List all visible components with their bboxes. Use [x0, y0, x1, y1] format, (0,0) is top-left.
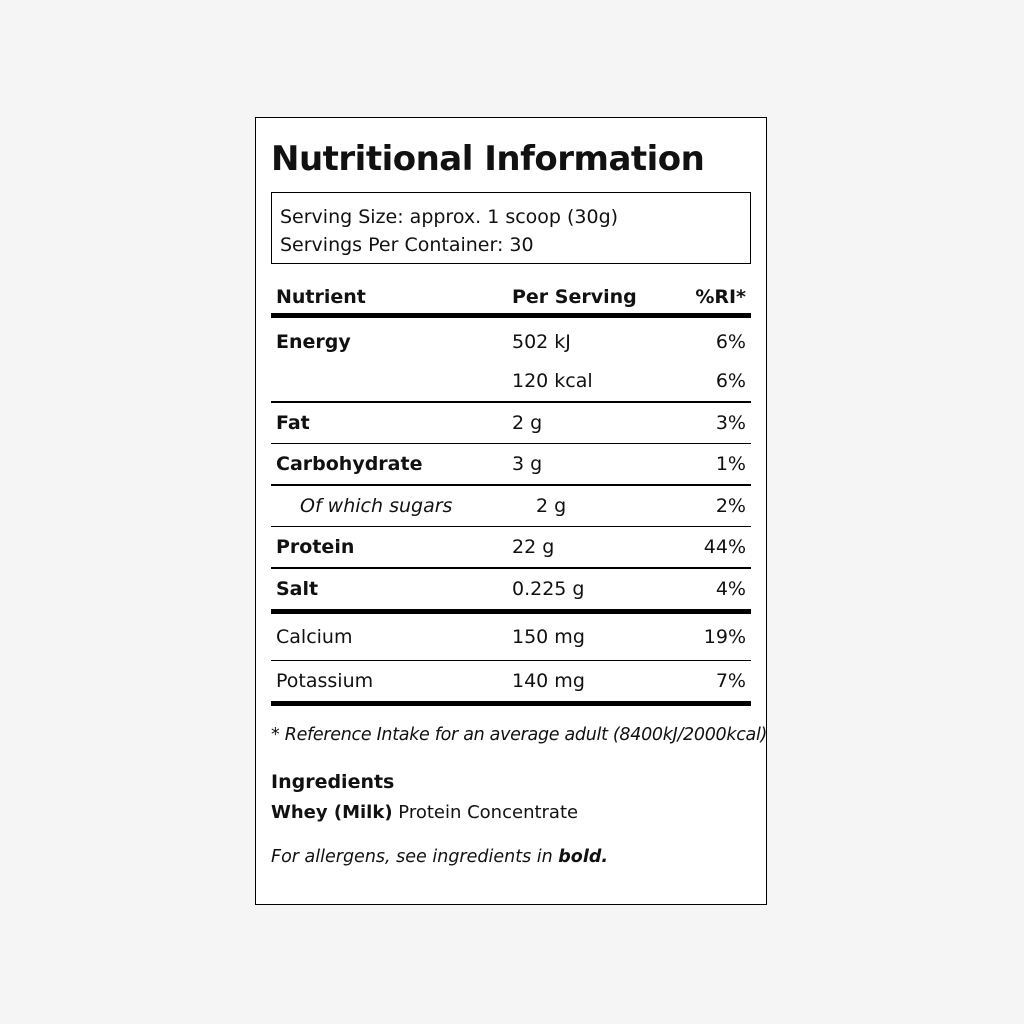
table-header: [271, 282, 751, 308]
label-title: Nutritional Information: [271, 139, 705, 179]
ingredient-allergen: Whey (Milk): [271, 802, 393, 823]
nutrient-name: Potassium: [276, 670, 374, 692]
table-row: [271, 444, 751, 484]
per-serving-value: 3 g: [512, 453, 543, 475]
per-serving-value: 22 g: [512, 536, 555, 558]
nutrient-name: Salt: [276, 577, 319, 600]
header-nutrient: Nutrient: [276, 286, 366, 308]
table-row: [271, 527, 751, 567]
nutrient-name: Energy: [276, 330, 351, 353]
per-serving-value: 150 mg: [512, 625, 585, 648]
ri-value: 7%: [715, 670, 746, 692]
serving-size: Serving Size: approx. 1 scoop (30g): [280, 206, 619, 228]
ri-value: 6%: [715, 370, 746, 393]
ri-value: 1%: [715, 453, 746, 475]
header-per-serving: Per Serving: [512, 286, 637, 308]
per-serving-value: 502 kJ: [512, 330, 571, 353]
ri-value: 6%: [715, 330, 746, 353]
nutrient-name: Calcium: [276, 625, 353, 648]
nutrient-name: Fat: [276, 411, 310, 434]
table-row: [271, 362, 751, 402]
allergen-note: [271, 844, 751, 870]
ingredient-rest: Protein Concentrate: [392, 802, 579, 823]
table-row: [271, 661, 751, 701]
per-serving-value: 140 mg: [512, 670, 585, 692]
per-serving-value: 2 g: [536, 494, 567, 517]
ri-footnote: * Reference Intake for an average adult (8400kJ/2000kcal): [271, 725, 768, 745]
ingredients-heading: Ingredients: [271, 771, 395, 793]
per-serving-value: 0.225 g: [512, 577, 585, 600]
ingredients-list: [271, 800, 751, 826]
nutrient-name: Carbohydrate: [276, 453, 423, 475]
table-row: [271, 614, 751, 660]
per-serving-value: 120 kcal: [512, 370, 593, 393]
servings-per-container: Servings Per Container: 30: [280, 234, 534, 256]
allergen-note-text: For allergens, see ingredients in: [271, 847, 559, 867]
energy-group: [271, 318, 751, 401]
ri-value: 19%: [703, 625, 746, 648]
table-row: [271, 322, 751, 362]
nutrient-name: Protein: [276, 536, 355, 558]
nutrient-name: Of which sugars: [300, 494, 453, 517]
header-ri: %RI*: [695, 286, 746, 308]
ri-value: 44%: [703, 536, 746, 558]
per-serving-value: 2 g: [512, 411, 543, 434]
table-bottom-rule: [271, 701, 751, 706]
serving-info-box: [271, 192, 751, 264]
table-row: [271, 569, 751, 609]
ri-value: 3%: [715, 411, 746, 434]
table-row: [271, 486, 751, 526]
ri-value: 4%: [715, 577, 746, 600]
ri-value: 2%: [715, 494, 746, 517]
table-row: [271, 403, 751, 443]
nutrition-label: [255, 117, 767, 905]
allergen-note-bold: bold.: [558, 847, 609, 867]
